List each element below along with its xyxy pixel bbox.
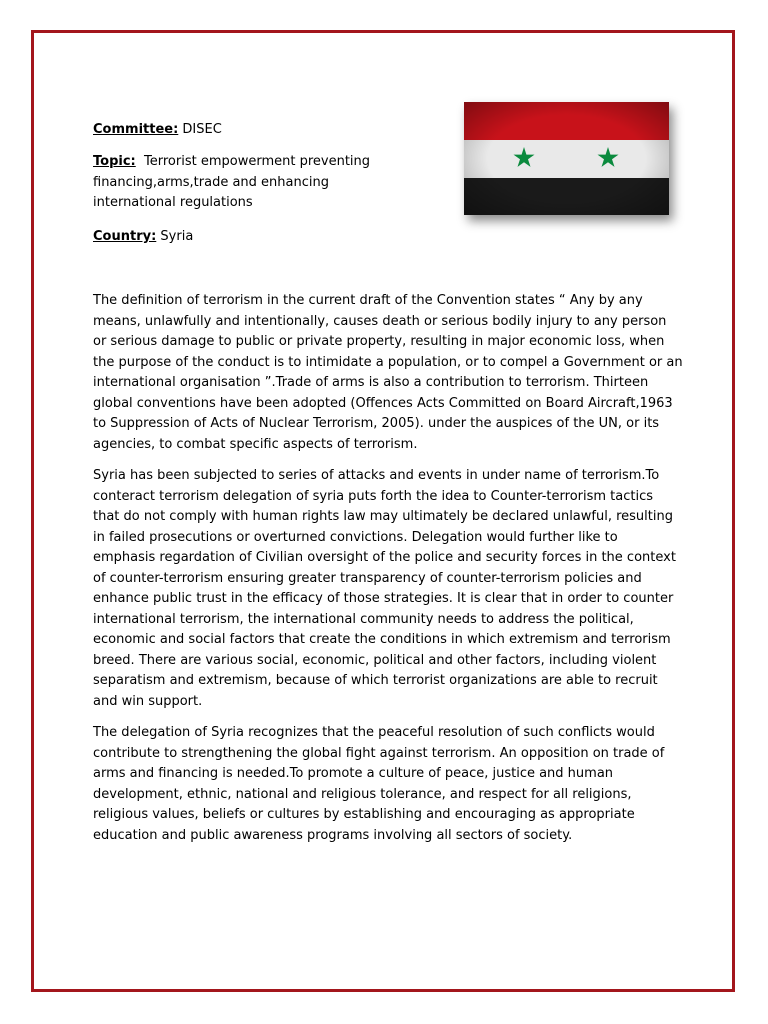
country-label: Country: <box>93 229 157 244</box>
committee-value: DISEC <box>182 122 222 137</box>
topic-field <box>93 152 413 214</box>
paragraph-definition: The definition of terrorism in the current draft of the Convention states “ Any by any means, unlawfully and intentionally, causes death or serious bodily injury to any person or serious damage to public or private property, resulting in major economic loss, when the purpose of the conduct is to intimidate a population, or to compel a Government or an international organisation ”.Trade of arms is also a contribution to terrorism. Thirteen global conventions have been adopted (Offences Acts Committed on Board Aircraft,1963 to Suppression of Acts of Nuclear Terrorism, 2005). under the auspices of the UN, or its agencies, to combat specific aspects of terrorism. <box>93 293 683 452</box>
country-value: Syria <box>160 229 194 244</box>
paragraph-recommendations: The delegation of Syria recognizes that the peaceful resolution of such conflicts would contribute to strengthening the global fight against terrorism. An opposition on trade of arms and financing is needed.To promote a culture of peace, justice and human development, ethnic, national and religious tolerance, and respect for all religions, religious values, beliefs or cultures by establishing and encouraging as appropriate education and public awareness programs involving all sectors of society. <box>93 725 665 843</box>
paragraph-syria-position: Syria has been subjected to series of attacks and events in under name of terrorism.To conteract terrorism delegation of syria puts forth the idea to Counter-terrorism tactics that do not comply with human rights law may ultimately be declared unlawful, resulting in failed prosecutions or overturned convictions. Delegation would further like to emphasis regardation of Civilian oversight of the police and security forces in the context of counter-terrorism ensuring greater transparency of counter-terrorism policies and enhance public trust in the efficacy of those strategies. It is clear that in order to counter international terrorism, the international community needs to address the political, economic and social factors that create the conditions in which extremism and terrorism breed. There are various social, economic, political and other factors, including violent separatism and extremism, because of which terrorist organizations are able to recruit and win support. <box>93 468 676 709</box>
country-field <box>93 227 413 248</box>
committee-label: Committee: <box>93 122 179 137</box>
syria-flag-image <box>464 102 669 215</box>
document-body <box>93 291 683 857</box>
topic-value: Terrorist empowerment preventing financing,arms,trade and enhancing international regulations <box>93 154 371 210</box>
committee-field <box>93 120 413 141</box>
topic-label: Topic: <box>93 154 136 169</box>
